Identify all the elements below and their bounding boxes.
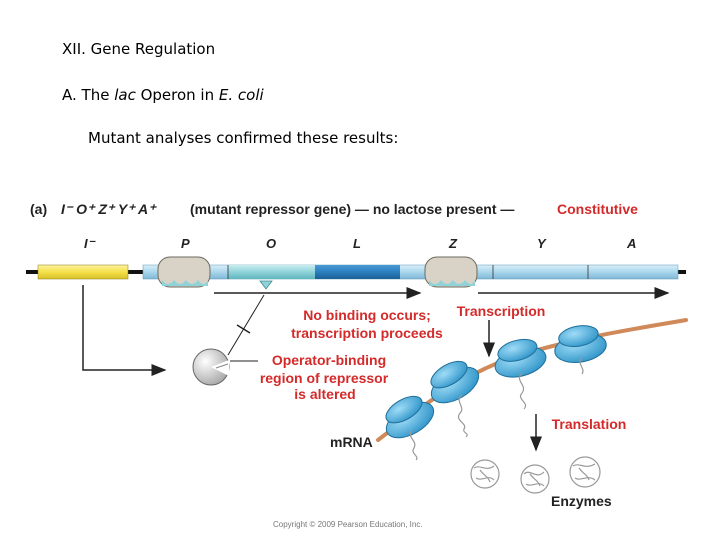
repressor-note-line1: Operator-binding: [271, 352, 387, 368]
copyright-text: Copyright © 2009 Pearson Education, Inc.: [273, 520, 423, 529]
slide-title: XII. Gene Regulation: [62, 40, 216, 58]
transcription-label: Transcription: [456, 303, 546, 319]
operon-segment: [143, 265, 678, 279]
enzymes-label: Enzymes: [551, 493, 612, 509]
gene-label-p: P: [181, 236, 190, 251]
leader-segment: [315, 265, 400, 279]
no-binding-line2: transcription proceeds: [291, 325, 443, 341]
enzymes-icon: [471, 457, 600, 493]
rna-polymerase-at-promoter: [158, 257, 210, 287]
gene-label-i: I⁻: [84, 236, 95, 251]
subtitle-ecoli: E. coli: [218, 86, 264, 104]
blocked-binding-line: [228, 295, 264, 355]
gene-label-l: L: [353, 236, 361, 251]
slide-note: Mutant analyses confirmed these results:: [88, 129, 399, 147]
enzyme-blob: [570, 457, 600, 487]
dna-strand: [26, 265, 686, 279]
translation-label: Translation: [551, 416, 627, 432]
polypeptide-chain: [519, 373, 525, 409]
subtitle-lac: lac: [114, 86, 136, 104]
rna-polymerase-transcribing: [425, 257, 477, 287]
enzyme-blob: [521, 465, 549, 493]
operator-site-marker: [260, 281, 272, 289]
genotype-description: (mutant repressor gene) — no lactose present —: [190, 201, 515, 217]
repressor-note-line2: region of repressor: [259, 370, 389, 386]
subtitle-mid: Operon in: [135, 86, 219, 104]
subtitle-prefix: A. The: [62, 86, 115, 104]
mrna-label: mRNA: [330, 434, 373, 450]
panel-label: (a): [30, 201, 48, 217]
gene-label-a: A: [627, 236, 637, 251]
polypeptide-chain: [458, 395, 467, 437]
gene-labels: [84, 236, 636, 251]
repressor-note-line3: is altered: [294, 386, 356, 402]
repressor-expression-arrow: [83, 285, 165, 370]
no-binding-line1: No binding occurs;: [303, 307, 431, 323]
gene-label-z: Z: [449, 236, 457, 251]
enzyme-blob: [471, 460, 499, 488]
constitutive-label: Constitutive: [557, 201, 638, 217]
block-mark: [237, 325, 250, 333]
gene-label-o: O: [266, 236, 277, 251]
gene-label-y: Y: [537, 236, 546, 251]
mutant-repressor-icon: [193, 349, 229, 385]
genotype-label: I⁻ O⁺ Z⁺ Y⁺ A⁺: [61, 201, 156, 217]
operator-segment: [228, 265, 315, 279]
ribosome: [490, 334, 550, 382]
gene-i-segment: [38, 265, 128, 279]
ribosome: [376, 388, 439, 445]
ribosome: [551, 322, 608, 366]
